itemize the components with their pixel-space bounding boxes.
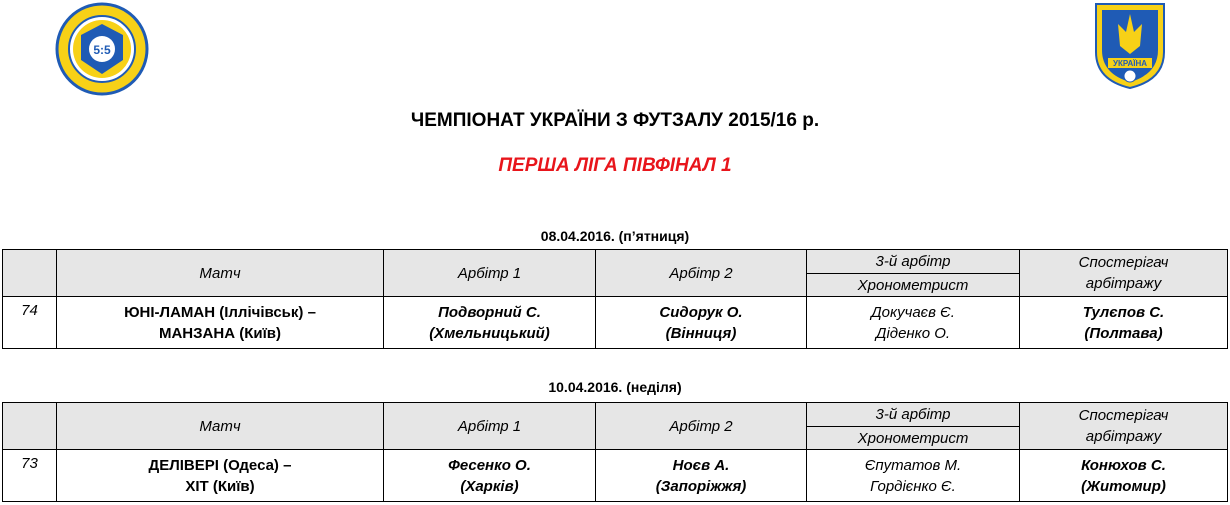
federation-shield-logo: [1094, 2, 1166, 90]
page-title: ЧЕМПІОНАТ УКРАЇНИ З ФУТЗАЛУ 2015/16 р.: [410, 110, 820, 131]
referee-2-name: Сидорук О.: [659, 303, 743, 321]
header-referee-2: Арбітр 2: [596, 403, 807, 450]
header-timekeeper: Хронометрист: [807, 427, 1020, 450]
third-referee-timekeeper: [807, 297, 1020, 349]
referee-1: [384, 297, 596, 349]
header-referee-2: Арбітр 2: [596, 250, 807, 297]
team-home: ДЕЛІВЕРІ (Одеса) –: [148, 456, 292, 474]
timekeeper-name: Гордієнко Є.: [870, 477, 956, 495]
header-observer-line2: арбітражу: [1085, 428, 1162, 445]
match-teams: [57, 450, 384, 502]
header-timekeeper: Хронометрист: [807, 274, 1020, 297]
team-away: МАНЗАНА (Київ): [158, 324, 282, 342]
observer-city: (Полтава): [1084, 324, 1163, 342]
match-date: 10.04.2016. (неділя): [548, 379, 682, 395]
header-observer-line2: арбітражу: [1085, 275, 1162, 292]
header-number: [3, 250, 57, 297]
logo-right-text: УКРАЇНА: [1112, 59, 1148, 68]
match-teams: [57, 297, 384, 349]
observer-city: (Житомир): [1081, 477, 1166, 495]
page-subtitle: ПЕРША ЛІГА ПІВФІНАЛ 1: [498, 155, 732, 176]
header-observer: [1020, 250, 1228, 297]
header-number: [3, 403, 57, 450]
referee-2-city: (Вінниця): [665, 324, 737, 342]
third-referee-name: Єпутатов М.: [864, 456, 962, 474]
referee-2: [596, 297, 807, 349]
observer-name: Тулєпов С.: [1082, 303, 1165, 321]
observer: [1020, 450, 1228, 502]
header-match: Матч: [57, 403, 384, 450]
schedule-table: [2, 249, 1228, 349]
header-referee-1: Арбітр 1: [384, 250, 596, 297]
header-observer: [1020, 403, 1228, 450]
third-referee-timekeeper: [807, 450, 1020, 502]
logo-left-text: 5:5: [93, 43, 111, 57]
team-away: ХІТ (Київ): [185, 477, 255, 495]
referee-2-name: Ноєв А.: [672, 456, 730, 474]
match-number: 73: [3, 450, 57, 502]
observer-name: Конюхов С.: [1081, 456, 1166, 474]
referee-1: [384, 450, 596, 502]
header-third-referee: 3-й арбітр: [807, 403, 1020, 427]
header-referee-1: Арбітр 1: [384, 403, 596, 450]
table-row: [3, 450, 1228, 502]
third-referee-name: Докучаєв Є.: [871, 303, 955, 321]
referee-2: [596, 450, 807, 502]
header-match: Матч: [57, 250, 384, 297]
timekeeper-name: Діденко О.: [875, 324, 951, 342]
match-date: 08.04.2016. (п’ятниця): [540, 228, 690, 244]
team-home: ЮНІ-ЛАМАН (Іллічівськ) –: [124, 303, 316, 321]
match-number: 74: [3, 297, 57, 349]
header-observer-line1: Спостерігач: [1078, 407, 1169, 424]
futsal-association-logo: [55, 2, 149, 96]
schedule-table: [2, 402, 1228, 502]
table-row: [3, 297, 1228, 349]
referee-2-city: (Запоріжжя): [655, 477, 747, 495]
header-third-referee: 3-й арбітр: [807, 250, 1020, 274]
observer: [1020, 297, 1228, 349]
referee-1-name: Подворний С.: [438, 303, 541, 321]
header-observer-line1: Спостерігач: [1078, 254, 1169, 271]
referee-1-city: (Харків): [460, 477, 519, 495]
referee-1-name: Фесенко О.: [448, 456, 531, 474]
referee-1-city: (Хмельницький): [429, 324, 550, 342]
